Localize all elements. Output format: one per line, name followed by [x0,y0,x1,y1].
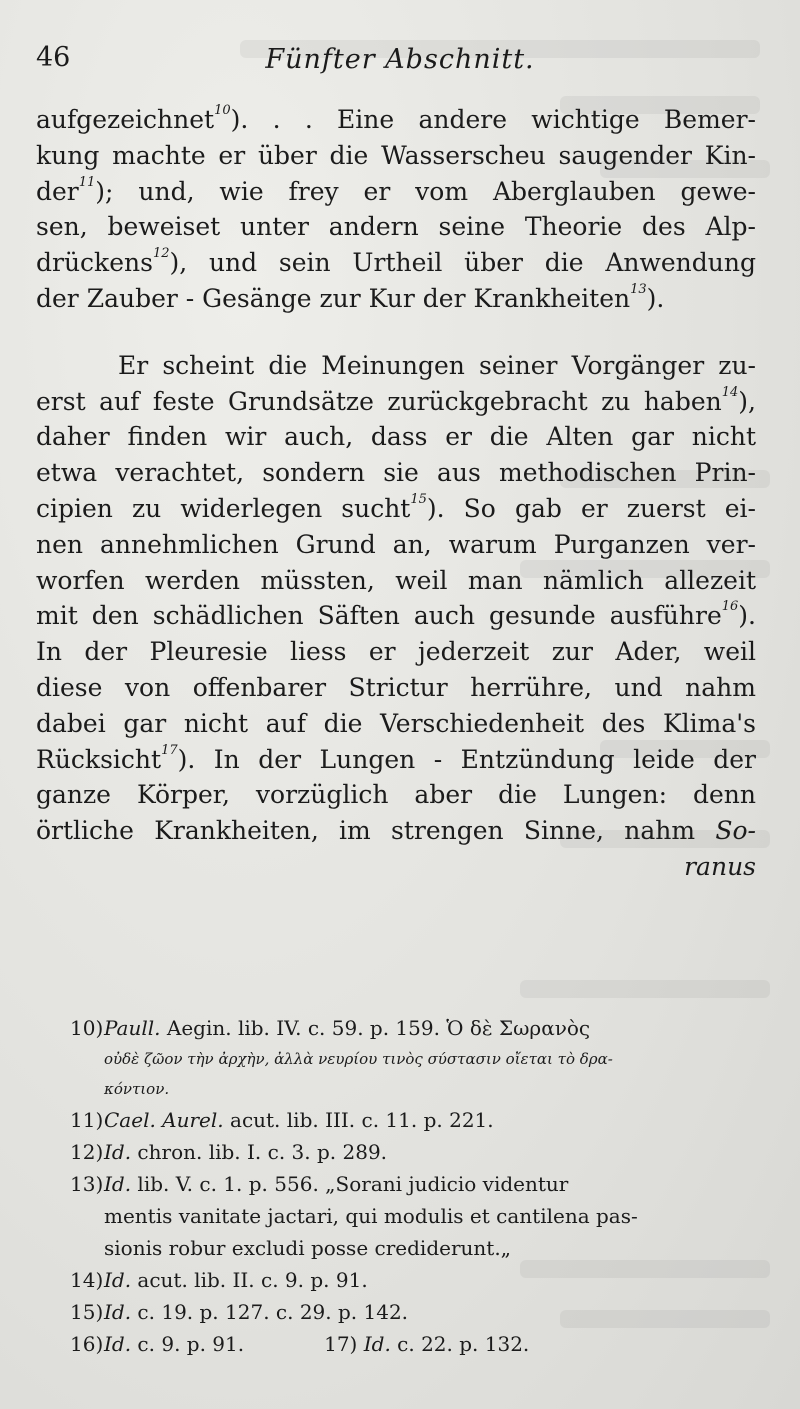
text-line: diese von offenbarer Strictur herrühre, und nahm [36,672,756,702]
footnote-10: 10)Paull. Aegin. lib. IV. c. 59. p. 159. Ὁ δὲ Σωρανὸς [70,1016,591,1040]
footnote-ref: 17 [161,742,178,758]
paragraph-1 [36,102,756,317]
text-line: mit den schädlichen Säften auch gesunde ausführe$^{16}$). [36,599,756,631]
text-line: Rücksicht$^{17}$). In der Lungen - Entzündung leide der [36,742,756,774]
text-line: cipien zu widerlegen sucht$^{15}$). So gab er zuerst ei- [36,491,756,523]
footnote-ref: 13 [630,281,647,297]
footnote-17: 17) Id. c. 22. p. 132. [324,1332,530,1356]
footnote-ref: 12 [152,246,170,262]
text-line: kung machte er über die Wasserscheu saugender Kin- [36,140,756,170]
footnote-ref: 15 [410,491,427,507]
text-line: drückens$^{12}$), und sein Urtheil über die Anwendung [36,246,756,278]
text-line: der$^{11}$); und, wie frey er vom Aberglauben gewe- [36,174,756,206]
footnote-12: 12)Id. chron. lib. I. c. 3. p. 289. [70,1140,388,1164]
text-line: sen, beweiset unter andern seine Theorie des Alp- [36,212,756,242]
footnote-14: 14)Id. acut. lib. II. c. 9. p. 91. [70,1268,368,1292]
page-number: 46 [36,42,71,73]
footnote-16-17: 16)Id. c. 9. p. 91. 17) Id. c. 22. p. 132. [70,1328,764,1360]
text-line: daher finden wir auch, dass er die Alten gar nicht [36,422,756,452]
footnote-ref: 14 [721,384,739,400]
footnote-13: 13)Id. lib. V. c. 1. p. 556. „Sorani judicio videntur [70,1172,569,1196]
paragraph-gap [36,317,756,348]
text-line: In der Pleuresie liess er jederzeit zur Ader, weil [36,637,756,667]
text-line: Er scheint die Meinungen seiner Vorgänger zu- [118,350,756,380]
text-line: etwa verachtet, sondern sie aus methodischen Prin- [36,458,756,488]
text-line: worfen werden müssten, weil man nämlich allezeit [36,565,756,595]
text-line: nen annehmlichen Grund an, warum Purganzen ver- [36,529,756,559]
footnote-ref: 16 [721,599,739,615]
catchword: ranus [684,851,756,881]
footnote-10-greek: οὐδὲ ζῶον τὴν ἀρχὴν, ἀλλὰ νευρίου τινὸς σύστασιν οἴεται τὸ δρα- [104,1050,613,1068]
footnote-ref: 10 [214,103,231,118]
running-head: Fünfter Abschnitt. [265,44,535,75]
footnotes [70,1012,764,1360]
footnote-13-cont: sionis robur excludi posse crediderunt.„ [104,1236,512,1260]
text-line: dabei gar nicht auf die Verschiedenheit des Klima's [36,708,756,738]
text-line: örtliche Krankheiten, im strengen Sinne, nahm So- [36,816,756,846]
footnote-ref: 11 [78,174,96,190]
main-text [36,102,756,885]
footnote-15: 15)Id. c. 19. p. 127. c. 29. p. 142. [70,1300,409,1324]
footnote-11: 11)Cael. Aurel. acut. lib. III. c. 11. p. 221. [70,1108,494,1132]
text-line: erst auf feste Grundsätze zurückgebracht zu haben$^{14}$), [36,384,756,416]
text-line: ganze Körper, vorzüglich aber die Lungen: denn [36,780,756,810]
footnote-13-cont: mentis vanitate jactari, qui modulis et cantilena pas- [104,1204,638,1228]
footnote-10-greek: κόντιον. [104,1080,170,1098]
text-line: aufgezeichnet$^{10}$). . . Eine andere wichtige Bemer- [36,103,756,134]
paragraph-2 [36,348,756,885]
text-line: der Zauber - Gesänge zur Kur der Krankheiten$^{13}$). [36,281,665,313]
page-header [36,38,764,84]
